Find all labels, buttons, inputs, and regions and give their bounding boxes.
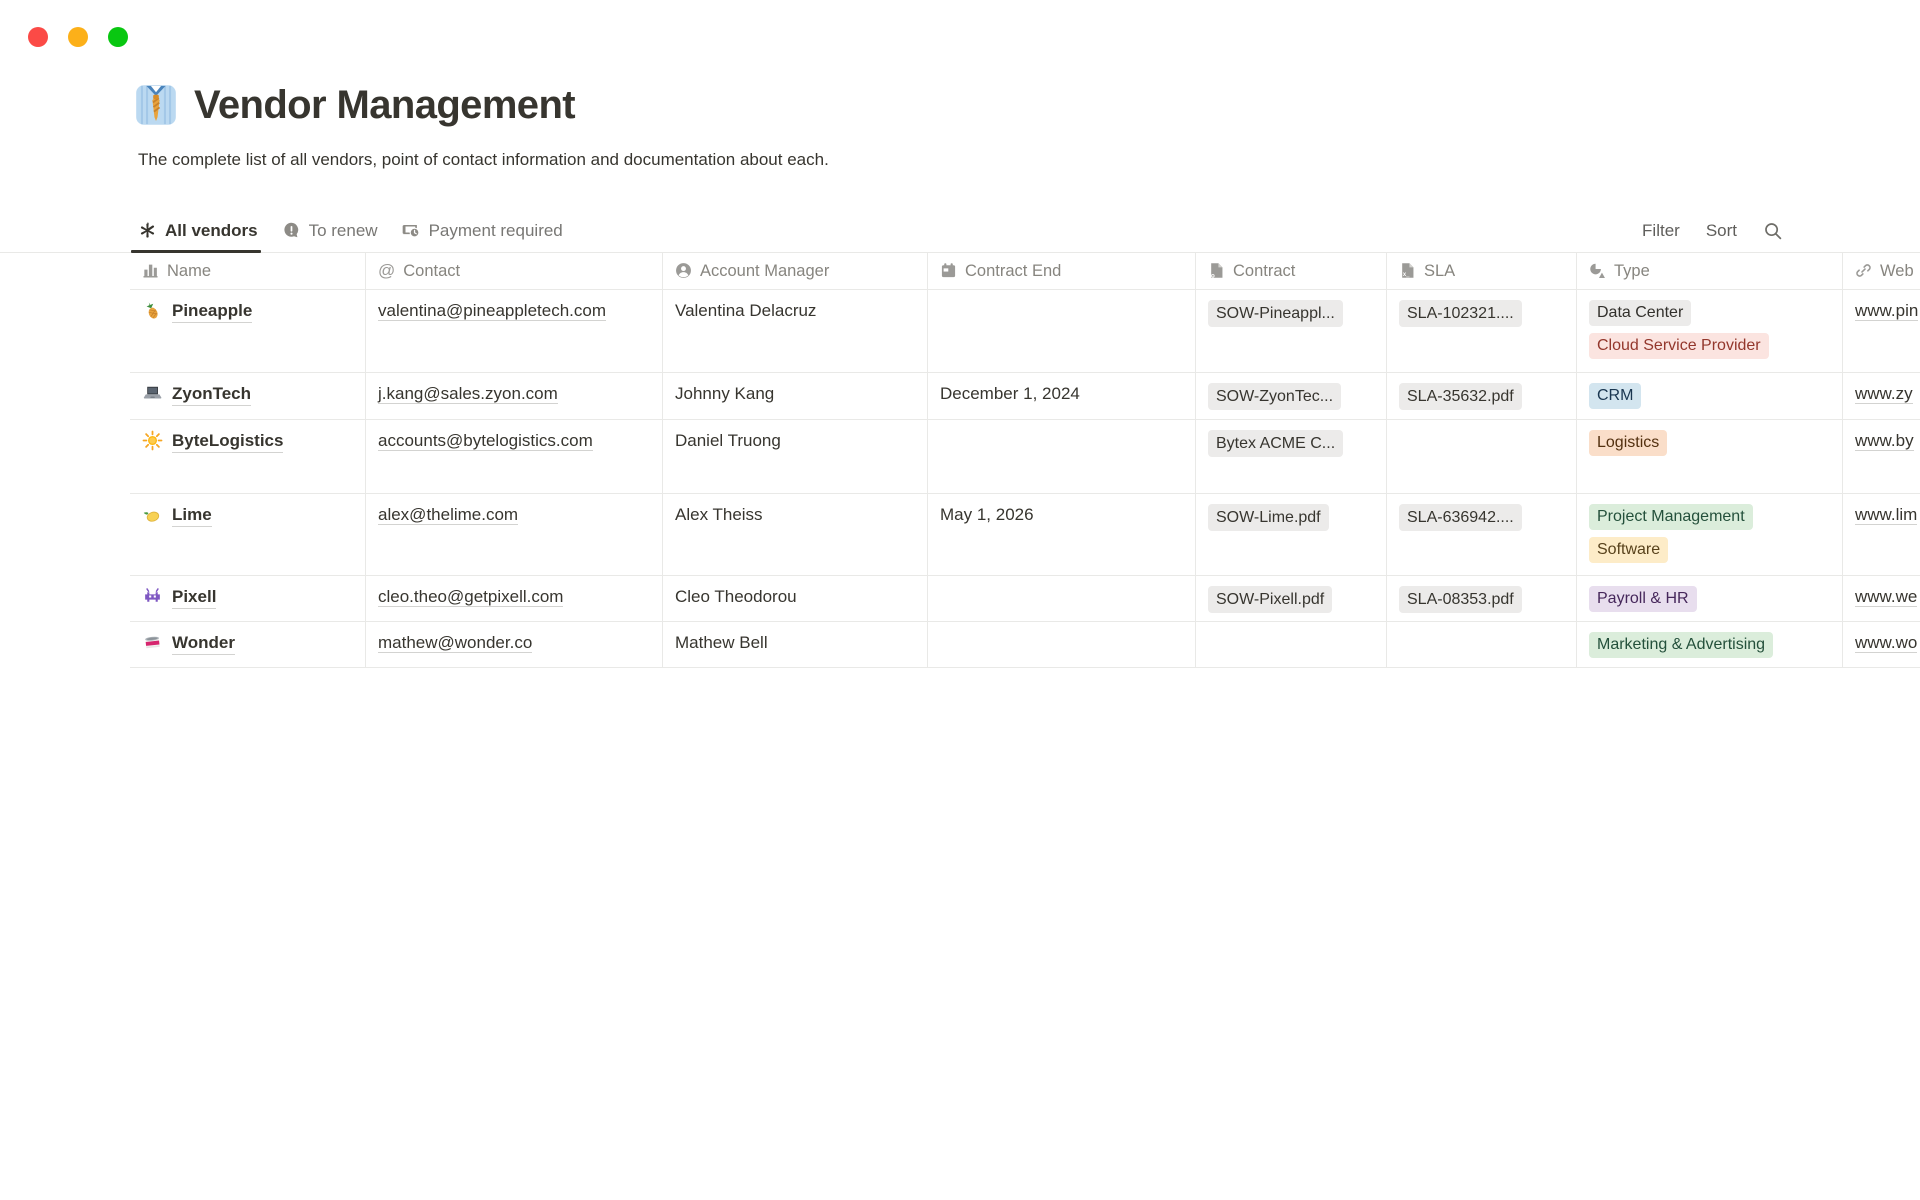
column-label: Web	[1880, 261, 1914, 280]
cell-contact[interactable]	[366, 373, 663, 419]
cell-sla[interactable]	[1387, 373, 1577, 419]
column-header-contact[interactable]	[366, 252, 663, 289]
cell-type[interactable]	[1577, 290, 1843, 372]
contract-end-date: December 1, 2024	[940, 384, 1080, 403]
cell-website[interactable]	[1843, 290, 1920, 372]
contact-email-link[interactable]: valentina@pineappletech.com	[378, 301, 607, 320]
cell-contract[interactable]	[1196, 622, 1387, 667]
minimize-button[interactable]	[68, 27, 88, 47]
calendar-icon	[940, 262, 957, 279]
account-manager-value: Alex Theiss	[675, 505, 763, 524]
column-header-contract[interactable]	[1196, 252, 1387, 289]
contract-file-chip[interactable]: Bytex ACME C...	[1208, 430, 1343, 457]
tab-to-renew[interactable]	[282, 209, 378, 252]
type-tags	[1589, 383, 1830, 409]
tab-payment-required[interactable]	[402, 209, 563, 252]
at-icon: @	[378, 261, 396, 280]
contact-email-link[interactable]: alex@thelime.com	[378, 505, 519, 524]
type-tag[interactable]: Marketing & Advertising	[1589, 632, 1773, 658]
cell-account-manager[interactable]	[663, 290, 928, 372]
shapes-icon	[1589, 262, 1606, 279]
vendor-name-link[interactable]: Pineapple	[172, 300, 252, 323]
column-header-manager[interactable]	[663, 252, 928, 289]
cell-type[interactable]	[1577, 622, 1843, 667]
building-icon	[142, 262, 159, 279]
cell-contract-end[interactable]	[928, 622, 1196, 667]
column-label: Type	[1614, 261, 1650, 280]
cell-contract-end[interactable]	[928, 290, 1196, 372]
website-link[interactable]: www.by	[1855, 431, 1914, 450]
cell-contract[interactable]	[1196, 576, 1387, 621]
column-header-type[interactable]	[1577, 252, 1843, 289]
tab-label: All vendors	[165, 220, 258, 240]
sla-file-chip[interactable]: SLA-35632.pdf	[1399, 383, 1522, 410]
website-link[interactable]: www.zy	[1855, 384, 1913, 403]
type-tags	[1589, 632, 1830, 658]
cell-contract-end[interactable]	[928, 494, 1196, 575]
contract-file-chip[interactable]: SOW-ZyonTec...	[1208, 383, 1341, 410]
tab-label: Payment required	[428, 220, 563, 240]
account-manager-value: Mathew Bell	[675, 633, 768, 652]
canned-food-emoji	[142, 632, 163, 653]
website-link[interactable]: www.we	[1855, 587, 1918, 606]
cell-name[interactable]	[130, 494, 366, 575]
table-row	[130, 373, 1920, 420]
alert-bubble-icon	[282, 221, 301, 240]
cell-website[interactable]	[1843, 420, 1920, 493]
cell-contract[interactable]	[1196, 494, 1387, 575]
column-label: SLA	[1424, 261, 1456, 280]
search-icon[interactable]	[1763, 221, 1783, 241]
account-manager-value: Valentina Delacruz	[675, 301, 817, 320]
cell-account-manager[interactable]	[663, 420, 928, 493]
view-tab-bar	[0, 209, 1920, 253]
sun-emoji	[142, 430, 163, 451]
website-link[interactable]: www.pin	[1855, 301, 1919, 320]
laptop-emoji	[142, 383, 163, 404]
cell-contact[interactable]	[366, 494, 663, 575]
type-tag[interactable]: Payroll & HR	[1589, 586, 1697, 612]
cell-account-manager[interactable]	[663, 373, 928, 419]
page-subtitle: The complete list of all vendors, point of contact information and documentation about each.	[138, 150, 829, 169]
cell-website[interactable]	[1843, 622, 1920, 667]
window-controls	[28, 27, 128, 47]
svg-text:x‗: x‗	[1402, 272, 1410, 279]
cell-type[interactable]	[1577, 373, 1843, 419]
cell-sla[interactable]	[1387, 494, 1577, 575]
type-tag[interactable]: Project Management	[1589, 504, 1753, 530]
cell-sla[interactable]	[1387, 576, 1577, 621]
table-row	[130, 622, 1920, 668]
website-link[interactable]: www.lim	[1855, 505, 1918, 524]
vendor-name-link[interactable]: Pixell	[172, 586, 216, 609]
cell-account-manager[interactable]	[663, 576, 928, 621]
cell-name[interactable]	[130, 622, 366, 667]
column-label: Account Manager	[700, 261, 830, 280]
column-label: Contract End	[965, 261, 1062, 280]
column-header-contract_end[interactable]	[928, 252, 1196, 289]
type-tag[interactable]: Data Center	[1589, 300, 1691, 326]
type-tag[interactable]: Cloud Service Provider	[1589, 333, 1769, 359]
column-label: Name	[167, 261, 212, 280]
type-tag[interactable]: CRM	[1589, 383, 1641, 409]
type-tags	[1589, 586, 1830, 612]
cell-contact[interactable]	[366, 576, 663, 621]
alien-monster-emoji	[142, 586, 163, 607]
account-manager-value: Daniel Truong	[675, 431, 781, 450]
column-header-name[interactable]	[130, 252, 366, 289]
account-manager-value: Cleo Theodorou	[675, 587, 797, 606]
contact-email-link[interactable]: accounts@bytelogistics.com	[378, 431, 593, 450]
table-row	[130, 420, 1920, 494]
cell-type[interactable]	[1577, 494, 1843, 575]
filter-button[interactable]: Filter	[1642, 221, 1680, 240]
cell-website[interactable]	[1843, 494, 1920, 575]
contract-file-chip[interactable]: SOW-Pixell.pdf	[1208, 586, 1332, 613]
close-button[interactable]	[28, 27, 48, 47]
page-title: Vendor Management	[194, 82, 575, 127]
link-icon	[1855, 262, 1872, 279]
lemon-emoji	[142, 504, 163, 525]
asterisk-icon	[138, 221, 157, 240]
cell-contact[interactable]	[366, 420, 663, 493]
payment-clock-icon	[402, 221, 421, 240]
cell-website[interactable]	[1843, 576, 1920, 621]
cell-type[interactable]	[1577, 576, 1843, 621]
file-x-icon	[1399, 262, 1416, 279]
pineapple-emoji	[142, 300, 163, 321]
person-icon	[675, 262, 692, 279]
cell-contract-end[interactable]	[928, 420, 1196, 493]
type-tag[interactable]: Logistics	[1589, 430, 1667, 456]
cell-contract[interactable]	[1196, 373, 1387, 419]
necktie-emoji	[133, 82, 179, 128]
vendors-table	[130, 252, 1920, 668]
type-tag[interactable]: Software	[1589, 537, 1668, 563]
zoom-button[interactable]	[108, 27, 128, 47]
cell-sla[interactable]	[1387, 420, 1577, 493]
cell-sla[interactable]	[1387, 622, 1577, 667]
cell-name[interactable]	[130, 420, 366, 493]
sla-file-chip[interactable]: SLA-102321....	[1399, 300, 1522, 327]
contract-end-date: May 1, 2026	[940, 505, 1034, 524]
cell-website[interactable]	[1843, 373, 1920, 419]
cell-contract-end[interactable]	[928, 576, 1196, 621]
table-toolbar	[1642, 209, 1783, 253]
contract-file-chip[interactable]: SOW-Lime.pdf	[1208, 504, 1329, 531]
vendor-name-link[interactable]: ZyonTech	[172, 383, 251, 406]
table-header-row	[130, 252, 1920, 290]
cell-account-manager[interactable]	[663, 494, 928, 575]
column-label: Contract	[1233, 261, 1296, 280]
table-row	[130, 494, 1920, 576]
cell-name[interactable]	[130, 576, 366, 621]
contract-file-chip[interactable]: SOW-Pineappl...	[1208, 300, 1343, 327]
table-row	[130, 576, 1920, 622]
page-header	[133, 82, 575, 128]
tab-all-vendors[interactable]	[138, 209, 258, 252]
table-row	[130, 290, 1920, 373]
vendor-name-link[interactable]: ByteLogistics	[172, 430, 283, 453]
sla-file-chip[interactable]: SLA-08353.pdf	[1399, 586, 1522, 613]
cell-contract[interactable]	[1196, 290, 1387, 372]
account-manager-value: Johnny Kang	[675, 384, 775, 403]
column-header-website[interactable]	[1843, 252, 1920, 289]
tab-label: To renew	[308, 220, 378, 240]
column-label: Contact	[403, 261, 461, 280]
type-tags	[1589, 504, 1830, 563]
type-tags	[1589, 300, 1830, 359]
sla-file-chip[interactable]: SLA-636942....	[1399, 504, 1522, 531]
type-tags	[1589, 430, 1830, 456]
contact-email-link[interactable]: mathew@wonder.co	[378, 633, 533, 652]
sort-button[interactable]: Sort	[1705, 221, 1737, 240]
cell-sla[interactable]	[1387, 290, 1577, 372]
vendor-name-link[interactable]: Lime	[172, 504, 212, 527]
contact-email-link[interactable]: cleo.theo@getpixell.com	[378, 587, 564, 606]
cell-contact[interactable]	[366, 290, 663, 372]
column-header-sla[interactable]	[1387, 252, 1577, 289]
cell-name[interactable]	[130, 373, 366, 419]
cell-type[interactable]	[1577, 420, 1843, 493]
cell-contract[interactable]	[1196, 420, 1387, 493]
file-icon	[1208, 262, 1225, 279]
contact-email-link[interactable]: j.kang@sales.zyon.com	[378, 384, 558, 403]
cell-contract-end[interactable]	[928, 373, 1196, 419]
cell-account-manager[interactable]	[663, 622, 928, 667]
vendor-name-link[interactable]: Wonder	[172, 632, 235, 655]
cell-contact[interactable]	[366, 622, 663, 667]
cell-name[interactable]	[130, 290, 366, 372]
website-link[interactable]: www.wo	[1855, 633, 1918, 652]
